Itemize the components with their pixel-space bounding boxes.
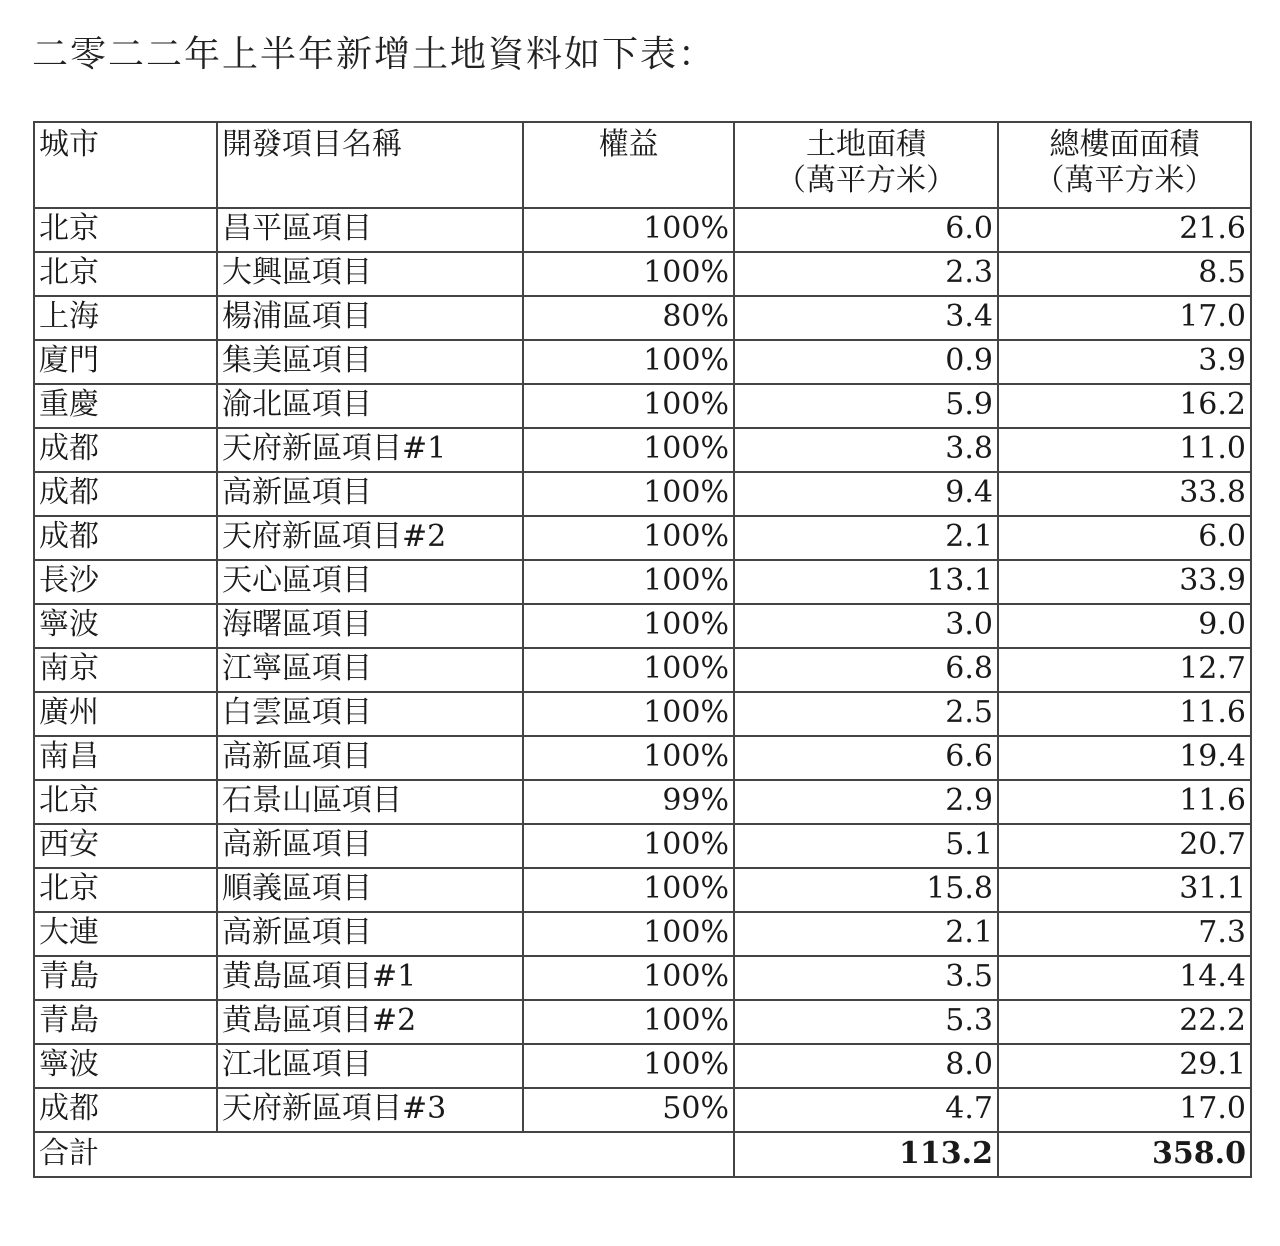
table-row bbox=[34, 868, 1251, 912]
header-land-area bbox=[734, 122, 998, 208]
table-row bbox=[34, 252, 1251, 296]
cell-gfa: 16.2 bbox=[998, 384, 1251, 428]
table-row bbox=[34, 648, 1251, 692]
cell-project: 高新區項目 bbox=[217, 824, 523, 868]
cell-gfa: 17.0 bbox=[998, 296, 1251, 340]
cell-city: 廈門 bbox=[34, 340, 217, 384]
cell-city: 北京 bbox=[34, 208, 217, 252]
cell-project: 楊浦區項目 bbox=[217, 296, 523, 340]
cell-equity: 100% bbox=[523, 472, 734, 516]
total-land-area: 113.2 bbox=[734, 1132, 998, 1177]
cell-equity: 100% bbox=[523, 208, 734, 252]
cell-city: 北京 bbox=[34, 252, 217, 296]
table-row bbox=[34, 560, 1251, 604]
cell-gfa: 33.8 bbox=[998, 472, 1251, 516]
cell-equity: 100% bbox=[523, 912, 734, 956]
cell-equity: 100% bbox=[523, 384, 734, 428]
table-row bbox=[34, 780, 1251, 824]
cell-city: 青島 bbox=[34, 956, 217, 1000]
cell-equity: 100% bbox=[523, 428, 734, 472]
cell-land-area: 15.8 bbox=[734, 868, 998, 912]
cell-project: 黄島區項目#1 bbox=[217, 956, 523, 1000]
cell-gfa: 17.0 bbox=[998, 1088, 1251, 1132]
cell-equity: 100% bbox=[523, 692, 734, 736]
cell-equity: 100% bbox=[523, 736, 734, 780]
cell-land-area: 3.5 bbox=[734, 956, 998, 1000]
cell-project: 石景山區項目 bbox=[217, 780, 523, 824]
cell-gfa: 6.0 bbox=[998, 516, 1251, 560]
cell-city: 寧波 bbox=[34, 1044, 217, 1088]
cell-city: 北京 bbox=[34, 868, 217, 912]
cell-gfa: 29.1 bbox=[998, 1044, 1251, 1088]
cell-gfa: 14.4 bbox=[998, 956, 1251, 1000]
land-table bbox=[33, 121, 1252, 1178]
cell-gfa: 11.6 bbox=[998, 780, 1251, 824]
cell-land-area: 6.8 bbox=[734, 648, 998, 692]
total-label: 合計 bbox=[34, 1132, 734, 1177]
cell-gfa: 12.7 bbox=[998, 648, 1251, 692]
cell-gfa: 9.0 bbox=[998, 604, 1251, 648]
cell-gfa: 11.6 bbox=[998, 692, 1251, 736]
cell-project: 高新區項目 bbox=[217, 912, 523, 956]
table-row bbox=[34, 1088, 1251, 1132]
cell-equity: 100% bbox=[523, 1000, 734, 1044]
cell-project: 黄島區項目#2 bbox=[217, 1000, 523, 1044]
table-row bbox=[34, 208, 1251, 252]
cell-equity: 100% bbox=[523, 340, 734, 384]
cell-project: 順義區項目 bbox=[217, 868, 523, 912]
cell-equity: 100% bbox=[523, 956, 734, 1000]
cell-land-area: 2.1 bbox=[734, 912, 998, 956]
cell-gfa: 7.3 bbox=[998, 912, 1251, 956]
page-title: 二零二二年上半年新增土地資料如下表： bbox=[32, 34, 717, 75]
header-row bbox=[34, 122, 1251, 208]
cell-gfa: 22.2 bbox=[998, 1000, 1251, 1044]
cell-equity: 80% bbox=[523, 296, 734, 340]
cell-equity: 100% bbox=[523, 868, 734, 912]
header-gfa bbox=[998, 122, 1251, 208]
table-row bbox=[34, 384, 1251, 428]
cell-city: 上海 bbox=[34, 296, 217, 340]
cell-gfa: 8.5 bbox=[998, 252, 1251, 296]
cell-equity: 100% bbox=[523, 560, 734, 604]
table-row bbox=[34, 472, 1251, 516]
cell-land-area: 6.0 bbox=[734, 208, 998, 252]
cell-project: 天府新區項目#1 bbox=[217, 428, 523, 472]
cell-land-area: 2.5 bbox=[734, 692, 998, 736]
cell-city: 成都 bbox=[34, 1088, 217, 1132]
cell-equity: 99% bbox=[523, 780, 734, 824]
cell-gfa: 20.7 bbox=[998, 824, 1251, 868]
cell-project: 白雲區項目 bbox=[217, 692, 523, 736]
cell-land-area: 3.4 bbox=[734, 296, 998, 340]
total-gfa: 358.0 bbox=[998, 1132, 1251, 1177]
cell-equity: 50% bbox=[523, 1088, 734, 1132]
cell-city: 成都 bbox=[34, 516, 217, 560]
cell-gfa: 21.6 bbox=[998, 208, 1251, 252]
table-body bbox=[34, 208, 1251, 1132]
cell-land-area: 6.6 bbox=[734, 736, 998, 780]
cell-city: 大連 bbox=[34, 912, 217, 956]
table-row bbox=[34, 912, 1251, 956]
cell-project: 高新區項目 bbox=[217, 736, 523, 780]
cell-city: 西安 bbox=[34, 824, 217, 868]
cell-project: 昌平區項目 bbox=[217, 208, 523, 252]
header-equity: 權益 bbox=[523, 122, 734, 208]
cell-project: 集美區項目 bbox=[217, 340, 523, 384]
cell-land-area: 5.3 bbox=[734, 1000, 998, 1044]
total-row bbox=[34, 1132, 1251, 1177]
table-row bbox=[34, 824, 1251, 868]
cell-city: 青島 bbox=[34, 1000, 217, 1044]
cell-equity: 100% bbox=[523, 516, 734, 560]
cell-project: 海曙區項目 bbox=[217, 604, 523, 648]
table-row bbox=[34, 956, 1251, 1000]
cell-land-area: 0.9 bbox=[734, 340, 998, 384]
cell-gfa: 31.1 bbox=[998, 868, 1251, 912]
cell-land-area: 9.4 bbox=[734, 472, 998, 516]
cell-gfa: 3.9 bbox=[998, 340, 1251, 384]
cell-city: 寧波 bbox=[34, 604, 217, 648]
table-row bbox=[34, 692, 1251, 736]
table-row bbox=[34, 340, 1251, 384]
cell-land-area: 3.8 bbox=[734, 428, 998, 472]
cell-city: 重慶 bbox=[34, 384, 217, 428]
cell-land-area: 2.9 bbox=[734, 780, 998, 824]
header-land-area-title: 土地面積 bbox=[806, 127, 926, 162]
cell-city: 成都 bbox=[34, 428, 217, 472]
cell-project: 渝北區項目 bbox=[217, 384, 523, 428]
header-gfa-unit: （萬平方米） bbox=[1034, 163, 1215, 198]
cell-city: 成都 bbox=[34, 472, 217, 516]
cell-land-area: 4.7 bbox=[734, 1088, 998, 1132]
cell-land-area: 3.0 bbox=[734, 604, 998, 648]
table-row bbox=[34, 1044, 1251, 1088]
table-footer bbox=[34, 1132, 1251, 1177]
cell-city: 南昌 bbox=[34, 736, 217, 780]
cell-gfa: 11.0 bbox=[998, 428, 1251, 472]
table-row bbox=[34, 1000, 1251, 1044]
cell-gfa: 33.9 bbox=[998, 560, 1251, 604]
cell-project: 江寧區項目 bbox=[217, 648, 523, 692]
cell-land-area: 2.1 bbox=[734, 516, 998, 560]
cell-gfa: 19.4 bbox=[998, 736, 1251, 780]
cell-equity: 100% bbox=[523, 252, 734, 296]
cell-land-area: 5.1 bbox=[734, 824, 998, 868]
cell-land-area: 13.1 bbox=[734, 560, 998, 604]
cell-city: 北京 bbox=[34, 780, 217, 824]
cell-project: 天心區項目 bbox=[217, 560, 523, 604]
cell-project: 天府新區項目#2 bbox=[217, 516, 523, 560]
table-row bbox=[34, 428, 1251, 472]
cell-land-area: 2.3 bbox=[734, 252, 998, 296]
table-row bbox=[34, 604, 1251, 648]
cell-project: 江北區項目 bbox=[217, 1044, 523, 1088]
cell-city: 廣州 bbox=[34, 692, 217, 736]
header-city: 城市 bbox=[34, 122, 217, 208]
cell-land-area: 8.0 bbox=[734, 1044, 998, 1088]
cell-project: 高新區項目 bbox=[217, 472, 523, 516]
cell-city: 南京 bbox=[34, 648, 217, 692]
cell-project: 大興區項目 bbox=[217, 252, 523, 296]
cell-equity: 100% bbox=[523, 648, 734, 692]
cell-project: 天府新區項目#3 bbox=[217, 1088, 523, 1132]
cell-equity: 100% bbox=[523, 1044, 734, 1088]
table-header bbox=[34, 122, 1251, 208]
table-row bbox=[34, 736, 1251, 780]
table-row bbox=[34, 296, 1251, 340]
header-land-area-unit: （萬平方米） bbox=[776, 163, 956, 198]
cell-equity: 100% bbox=[523, 824, 734, 868]
cell-land-area: 5.9 bbox=[734, 384, 998, 428]
cell-equity: 100% bbox=[523, 604, 734, 648]
table-row bbox=[34, 516, 1251, 560]
cell-city: 長沙 bbox=[34, 560, 217, 604]
header-gfa-title: 總樓面面積 bbox=[1049, 127, 1200, 162]
header-project: 開發項目名稱 bbox=[217, 122, 523, 208]
